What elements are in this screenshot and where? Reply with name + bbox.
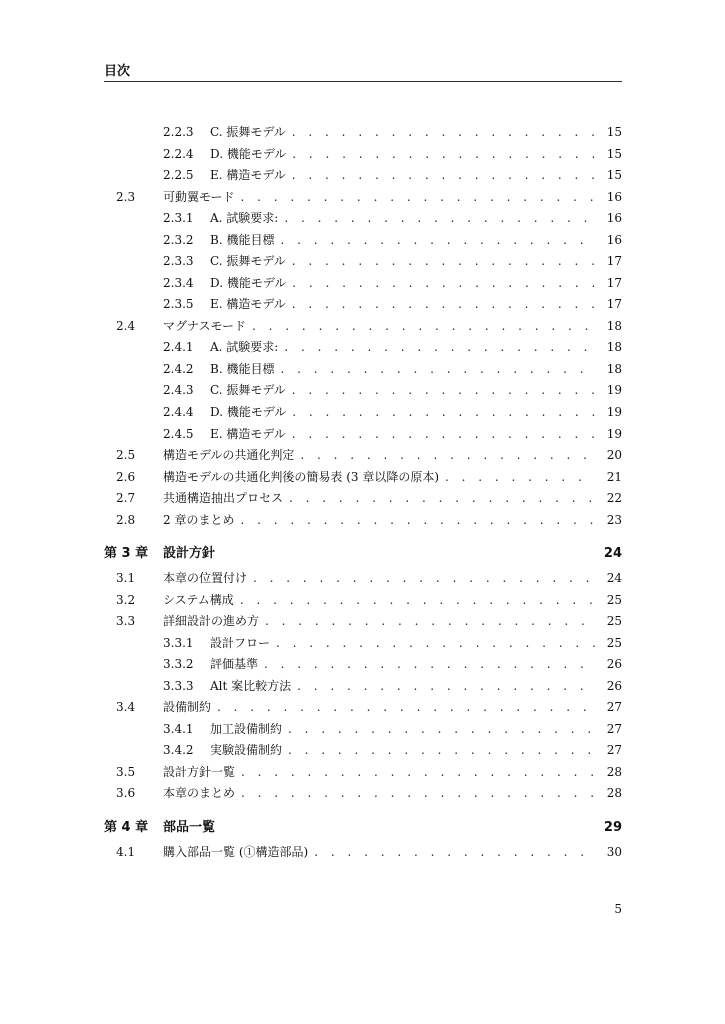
toc-entry-number: 2.3.5 bbox=[163, 297, 194, 311]
toc-entry-page: 20 bbox=[606, 448, 622, 462]
toc-entry-number: 3.6 bbox=[116, 786, 136, 800]
toc-entry-3-3-1[interactable] bbox=[104, 634, 622, 652]
toc-dot-leader bbox=[308, 843, 595, 861]
toc-dot-leader bbox=[286, 381, 595, 399]
toc-entry-2-4-5[interactable] bbox=[104, 425, 622, 443]
toc-entry-number: 3.3.2 bbox=[163, 657, 194, 671]
toc-entry-page: 26 bbox=[606, 657, 622, 671]
toc-entry-2-3-5[interactable] bbox=[104, 295, 622, 313]
toc-dot-leader bbox=[235, 784, 595, 802]
toc-entry-page: 27 bbox=[606, 722, 622, 736]
toc-chapter-number: 第 3 章 bbox=[104, 546, 149, 561]
toc-entry-number: 2.4 bbox=[116, 319, 136, 333]
toc-chapter-page: 29 bbox=[603, 820, 622, 835]
toc-entry-number: 2.4.4 bbox=[163, 405, 194, 419]
toc-entry-number: 2.5 bbox=[116, 448, 136, 462]
toc-entry-number: 3.2 bbox=[116, 593, 136, 607]
toc-entry-3-3-3[interactable] bbox=[104, 677, 622, 695]
toc-entry-title: A. 試験要求: bbox=[210, 340, 279, 354]
toc-entry-number: 3.3 bbox=[116, 614, 136, 628]
toc-dot-leader bbox=[235, 763, 595, 781]
toc-entry-page: 15 bbox=[606, 168, 622, 182]
toc-entry-number: 2.4.2 bbox=[163, 362, 194, 376]
toc-dot-leader bbox=[286, 403, 594, 421]
toc-entry-page: 25 bbox=[606, 636, 622, 650]
toc-entry-page: 21 bbox=[606, 470, 622, 484]
toc-entry-4-1[interactable] bbox=[104, 843, 622, 861]
toc-entry-title: 設備制約 bbox=[163, 700, 212, 714]
page-number: 5 bbox=[614, 902, 622, 916]
toc-entry-number: 3.1 bbox=[116, 571, 136, 585]
toc-entry-page: 18 bbox=[606, 362, 622, 376]
toc-entry-2-3-3[interactable] bbox=[104, 252, 622, 270]
toc-entry-page: 23 bbox=[606, 513, 622, 527]
toc-entry-title: 加工設備制約 bbox=[210, 722, 283, 736]
toc-entry-title: C. 振舞モデル bbox=[210, 383, 286, 397]
toc-entry-2-5[interactable] bbox=[104, 446, 622, 464]
toc-entry-3-1[interactable] bbox=[104, 569, 622, 587]
toc-entry-page: 28 bbox=[606, 786, 622, 800]
toc-entry-2-3-1[interactable] bbox=[104, 209, 622, 227]
toc-entry-title: 構造モデルの共通化判後の簡易表 (3 章以降の原本) bbox=[163, 470, 440, 484]
toc-dot-leader bbox=[246, 317, 595, 335]
toc-entry-number: 2.3.1 bbox=[163, 211, 194, 225]
toc-entry-number: 2.6 bbox=[116, 470, 136, 484]
toc-entry-number: 3.5 bbox=[116, 765, 136, 779]
toc-entry-page: 17 bbox=[606, 276, 622, 290]
toc-chapter-3[interactable] bbox=[104, 545, 622, 563]
toc-entry-3-3[interactable] bbox=[104, 612, 622, 630]
toc-entry-3-4-1[interactable] bbox=[104, 720, 622, 738]
toc-entry-3-5[interactable] bbox=[104, 763, 622, 781]
toc-dot-leader bbox=[234, 511, 594, 529]
toc-entry-page: 27 bbox=[606, 700, 622, 714]
toc-dot-leader bbox=[274, 360, 594, 378]
toc-entry-page: 25 bbox=[606, 614, 622, 628]
toc-dot-leader bbox=[286, 274, 594, 292]
toc-entry-title: A. 試験要求: bbox=[210, 211, 279, 225]
toc-entry-3-4[interactable] bbox=[104, 698, 622, 716]
toc-dot-leader bbox=[286, 145, 594, 163]
toc-entry-title: 評価基準 bbox=[210, 657, 259, 671]
toc-entry-number: 4.1 bbox=[116, 845, 136, 859]
toc-entry-2-4[interactable] bbox=[104, 317, 622, 335]
toc-entry-page: 16 bbox=[606, 190, 622, 204]
toc-entry-3-3-2[interactable] bbox=[104, 655, 622, 673]
toc-dot-leader bbox=[286, 425, 595, 443]
toc-entry-title: マグナスモード bbox=[163, 319, 247, 333]
toc-entry-title: 2 章のまとめ bbox=[163, 513, 235, 527]
toc-entry-number: 3.3.1 bbox=[163, 636, 194, 650]
toc-dot-leader bbox=[274, 231, 594, 249]
toc-dot-leader bbox=[291, 677, 595, 695]
toc-entry-page: 27 bbox=[606, 743, 622, 757]
toc-entry-page: 19 bbox=[606, 405, 622, 419]
toc-dot-leader bbox=[278, 209, 594, 227]
toc-entry-page: 24 bbox=[606, 571, 622, 585]
toc-entry-2-3-2[interactable] bbox=[104, 231, 622, 249]
toc-dot-leader bbox=[294, 446, 594, 464]
toc-entry-2-2-3[interactable] bbox=[104, 123, 622, 141]
toc-dot-leader bbox=[270, 634, 595, 652]
toc-entry-2-3-4[interactable] bbox=[104, 274, 622, 292]
toc-entry-title: 可動翼モード bbox=[163, 190, 235, 204]
toc-entry-page: 22 bbox=[606, 491, 622, 505]
toc-entry-number: 2.2.5 bbox=[163, 168, 194, 182]
toc-entry-number: 2.7 bbox=[116, 491, 136, 505]
toc-entry-3-4-2[interactable] bbox=[104, 741, 622, 759]
toc-entry-title: E. 構造モデル bbox=[210, 427, 286, 441]
toc-chapter-page: 24 bbox=[603, 546, 622, 561]
toc-entry-2-4-3[interactable] bbox=[104, 381, 622, 399]
toc-entry-page: 18 bbox=[606, 319, 622, 333]
toc-entry-2-2-5[interactable] bbox=[104, 166, 622, 184]
toc-entry-number: 3.4 bbox=[116, 700, 136, 714]
toc-entry-2-3[interactable] bbox=[104, 188, 622, 206]
running-header bbox=[104, 64, 622, 82]
toc-chapter-4[interactable] bbox=[104, 819, 622, 837]
toc-entry-number: 3.3.3 bbox=[163, 679, 194, 693]
toc-entry-title: 共通構造抽出プロセス bbox=[163, 491, 284, 505]
toc-entry-number: 2.4.5 bbox=[163, 427, 194, 441]
toc-entry-title: D. 機能モデル bbox=[210, 405, 287, 419]
toc-dot-leader bbox=[282, 741, 595, 759]
toc-entry-title: D. 機能モデル bbox=[210, 276, 287, 290]
toc-dot-leader bbox=[286, 252, 595, 270]
toc-entry-page: 17 bbox=[606, 254, 622, 268]
toc-dot-leader bbox=[235, 188, 595, 206]
toc-entry-number: 2.4.3 bbox=[163, 383, 194, 397]
toc-dot-leader bbox=[259, 612, 595, 630]
toc-dot-leader bbox=[439, 468, 595, 486]
toc-entry-number: 2.2.3 bbox=[163, 125, 194, 139]
toc-dot-leader bbox=[282, 720, 595, 738]
toc-entry-2-4-4[interactable] bbox=[104, 403, 622, 421]
toc-entry-page: 16 bbox=[606, 211, 622, 225]
toc-entry-title: 詳細設計の進め方 bbox=[163, 614, 260, 628]
toc-entry-2-8[interactable] bbox=[104, 511, 622, 529]
toc-entry-number: 3.4.1 bbox=[163, 722, 194, 736]
toc-entry-page: 15 bbox=[606, 147, 622, 161]
toc-entry-2-2-4[interactable] bbox=[104, 145, 622, 163]
toc-entry-page: 16 bbox=[606, 233, 622, 247]
toc-entry-number: 2.3.3 bbox=[163, 254, 194, 268]
toc-entry-title: 構造モデルの共通化判定 bbox=[163, 448, 295, 462]
toc-entry-title: C. 振舞モデル bbox=[210, 125, 286, 139]
toc-entry-page: 26 bbox=[606, 679, 622, 693]
toc-entry-title: 本章のまとめ bbox=[163, 786, 236, 800]
toc-entry-title: 設計フロー bbox=[210, 636, 271, 650]
header-title: 目次 bbox=[104, 64, 131, 79]
toc-dot-leader bbox=[286, 123, 595, 141]
toc-entry-page: 18 bbox=[606, 340, 622, 354]
toc-entry-title: B. 機能目標 bbox=[210, 233, 275, 247]
toc-entry-title: Alt 案比較方法 bbox=[210, 679, 292, 693]
toc-chapter-number: 第 4 章 bbox=[104, 820, 149, 835]
toc-entry-2-4-1[interactable] bbox=[104, 338, 622, 356]
toc-entry-number: 2.3.4 bbox=[163, 276, 194, 290]
toc-entry-title: 実験設備制約 bbox=[210, 743, 283, 757]
toc-entry-number: 2.8 bbox=[116, 513, 136, 527]
toc-entry-title: 本章の位置付け bbox=[163, 571, 248, 585]
toc-entry-3-2[interactable] bbox=[104, 591, 622, 609]
toc-entry-3-6[interactable] bbox=[104, 784, 622, 802]
toc-chapter-title: 設計方針 bbox=[163, 546, 216, 561]
toc-entry-page: 19 bbox=[606, 427, 622, 441]
toc-entry-number: 2.3.2 bbox=[163, 233, 194, 247]
toc-entry-title: B. 機能目標 bbox=[210, 362, 275, 376]
toc-entry-page: 28 bbox=[606, 765, 622, 779]
toc-dot-leader bbox=[278, 338, 594, 356]
toc-entry-title: C. 振舞モデル bbox=[210, 254, 286, 268]
toc-entry-number: 2.3 bbox=[116, 190, 136, 204]
toc-entry-title: 購入部品一覧 (①構造部品) bbox=[163, 845, 309, 859]
toc-dot-leader bbox=[258, 655, 595, 673]
toc-entry-title: システム構成 bbox=[163, 593, 234, 607]
toc-entry-page: 19 bbox=[606, 383, 622, 397]
toc-entry-number: 3.4.2 bbox=[163, 743, 194, 757]
toc-entry-page: 17 bbox=[606, 297, 622, 311]
toc-dot-leader bbox=[234, 591, 595, 609]
toc-dot-leader bbox=[247, 569, 595, 587]
toc-entry-title: D. 機能モデル bbox=[210, 147, 287, 161]
toc-dot-leader bbox=[286, 295, 595, 313]
toc-entry-number: 2.4.1 bbox=[163, 340, 194, 354]
toc-entry-title: 設計方針一覧 bbox=[163, 765, 236, 779]
toc-entry-2-6[interactable] bbox=[104, 468, 622, 486]
toc-entry-2-4-2[interactable] bbox=[104, 360, 622, 378]
toc-entry-title: E. 構造モデル bbox=[210, 168, 286, 182]
toc-dot-leader bbox=[283, 489, 595, 507]
toc-entry-number: 2.2.4 bbox=[163, 147, 194, 161]
toc-entry-page: 15 bbox=[606, 125, 622, 139]
toc-entry-page: 25 bbox=[606, 593, 622, 607]
toc-dot-leader bbox=[211, 698, 595, 716]
toc-dot-leader bbox=[286, 166, 595, 184]
toc-entry-2-7[interactable] bbox=[104, 489, 622, 507]
toc-entry-page: 30 bbox=[606, 845, 622, 859]
toc-entry-title: E. 構造モデル bbox=[210, 297, 286, 311]
toc-chapter-title: 部品一覧 bbox=[163, 820, 216, 835]
